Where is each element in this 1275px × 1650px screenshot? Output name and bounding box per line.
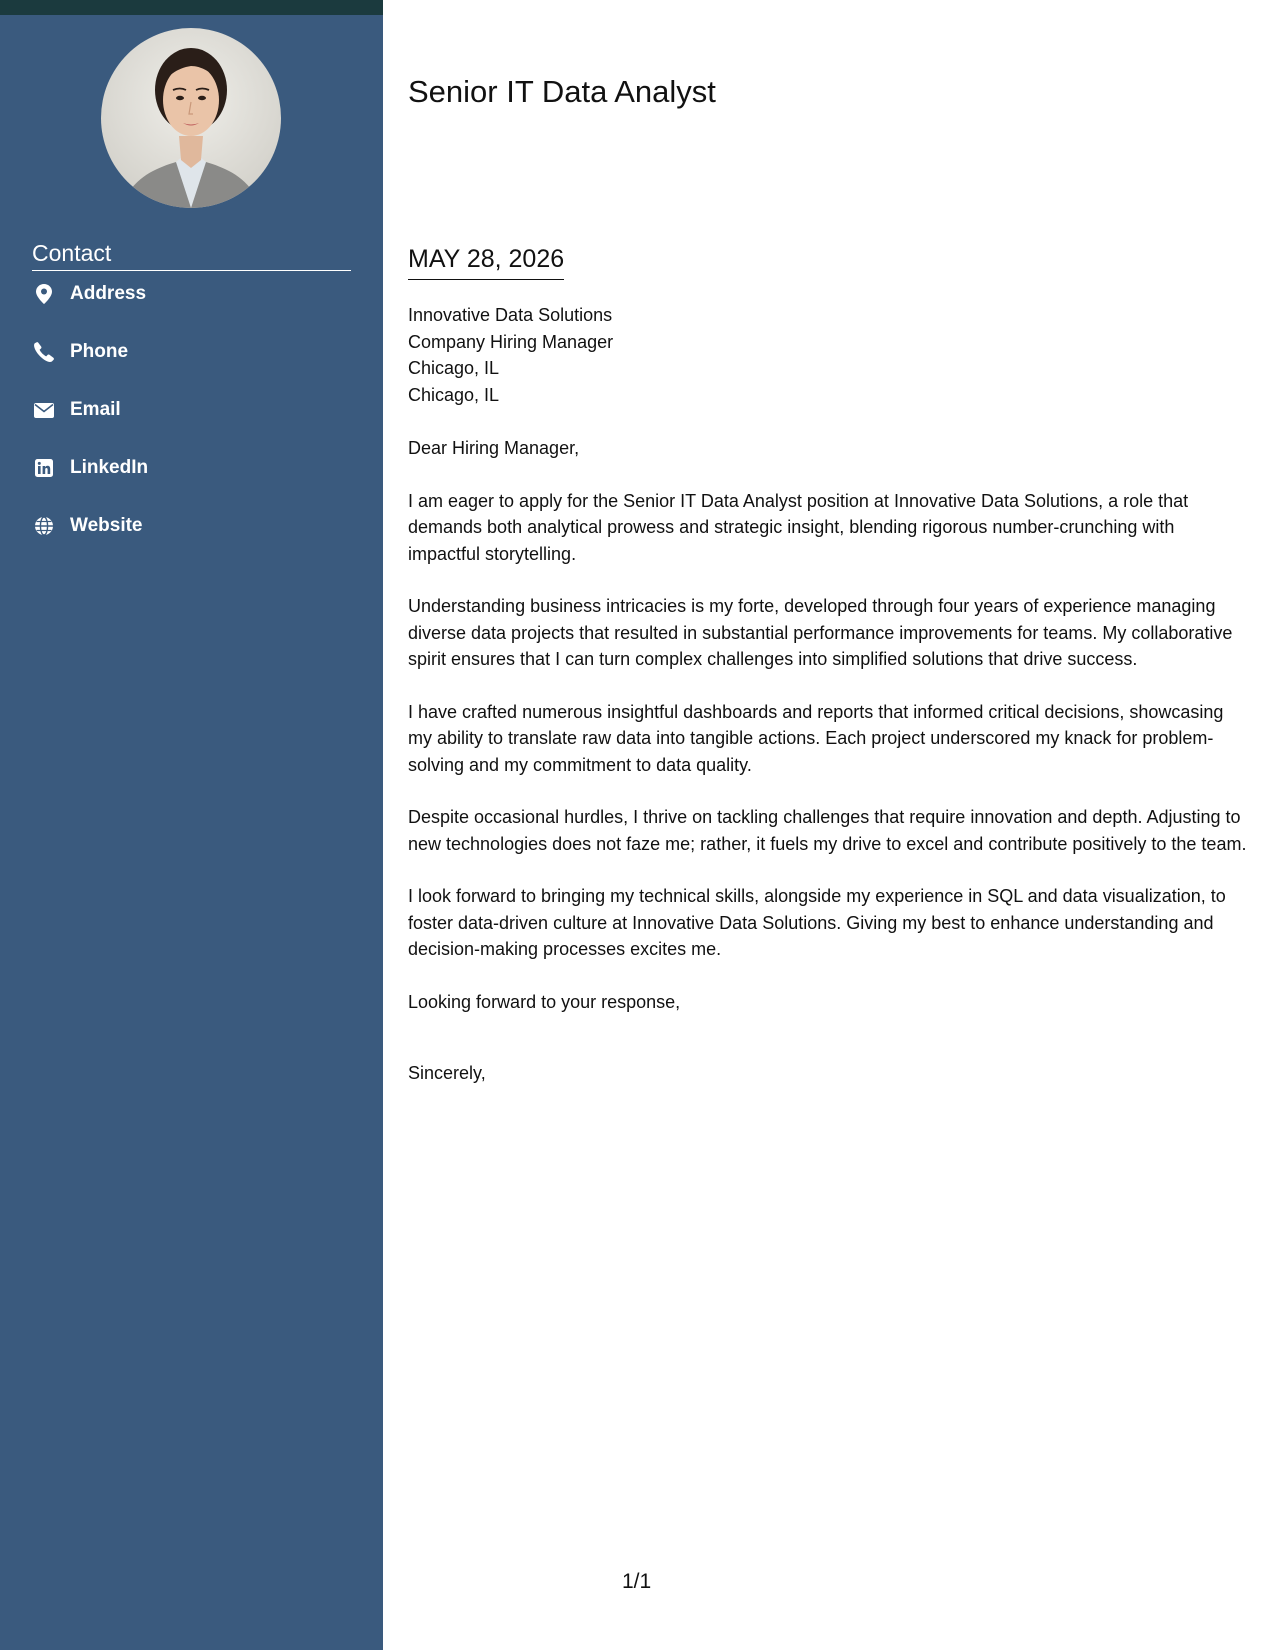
paragraph: I am eager to apply for the Senior IT Data Analyst position at Innovative Data Solutions, a role that demands both analytical prowess and strategic insight, blending rigorous number-crunching with impactful storytelling. <box>408 490 1189 564</box>
paragraph: Despite occasional hurdles, I thrive on tackling challenges that require innovation and depth. Adjusting to new technologies does not faze me; rather, it fuels my drive to excel and contribute positively to the team. <box>408 807 1247 854</box>
map-pin-icon <box>32 282 56 306</box>
envelope-icon <box>32 398 56 422</box>
recipient-company: Innovative Data Solutions <box>408 305 613 325</box>
signoff: Sincerely, <box>408 1063 486 1083</box>
sidebar-top-bar <box>0 0 383 15</box>
contact-item-website <box>32 514 352 572</box>
linkedin-icon <box>32 456 56 480</box>
recipient-block <box>408 302 613 408</box>
paragraph: Understanding business intricacies is my forte, developed through four years of experience managing diverse data projects that resulted in substantial performance improvements for teams. My collaborative spirit ensures that I can turn complex challenges into simplified solutions that drive success. <box>408 596 1233 669</box>
contact-label-email: Email <box>70 399 121 420</box>
recipient-location: Chicago, IL <box>408 384 500 405</box>
recipient-city: Chicago, IL <box>408 358 500 378</box>
contact-label-linkedin: LinkedIn <box>70 457 149 478</box>
sidebar <box>0 0 383 1650</box>
contact-heading: Contact <box>32 238 351 271</box>
contact-item-phone <box>32 340 352 398</box>
contact-item-address <box>32 282 352 340</box>
profile-photo <box>101 28 281 208</box>
paragraph: I have crafted numerous insightful dashboards and reports that informed critical decisions, showcasing my ability to translate raw data into tangible actions. Each project underscored my knack for problem-solving and my commitment to data quality. <box>408 701 1224 775</box>
letter-body <box>408 435 1250 1113</box>
phone-icon <box>32 340 56 364</box>
paragraph: I look forward to bringing my technical skills, alongside my experience in SQL and data visualization, to foster data-driven culture at Innovative Data Solutions. Giving my best to enhance understanding and decision-making processes excites me. <box>408 886 1226 959</box>
page-number: 1/1 <box>622 1570 652 1593</box>
contact-label-address: Address <box>70 283 147 304</box>
contact-label-website: Website <box>70 515 143 536</box>
letter-date: MAY 28, 2026 <box>408 243 564 280</box>
contact-label-phone: Phone <box>70 341 129 362</box>
recipient-name: Company Hiring Manager <box>408 331 614 352</box>
contact-item-linkedin <box>32 456 352 514</box>
salutation: Dear Hiring Manager, <box>408 438 580 458</box>
avatar <box>101 28 281 208</box>
contact-list <box>32 282 352 572</box>
closing-line: Looking forward to your response, <box>408 991 681 1012</box>
job-title: Senior IT Data Analyst <box>408 74 716 109</box>
contact-item-email <box>32 398 352 456</box>
globe-icon <box>32 514 56 538</box>
